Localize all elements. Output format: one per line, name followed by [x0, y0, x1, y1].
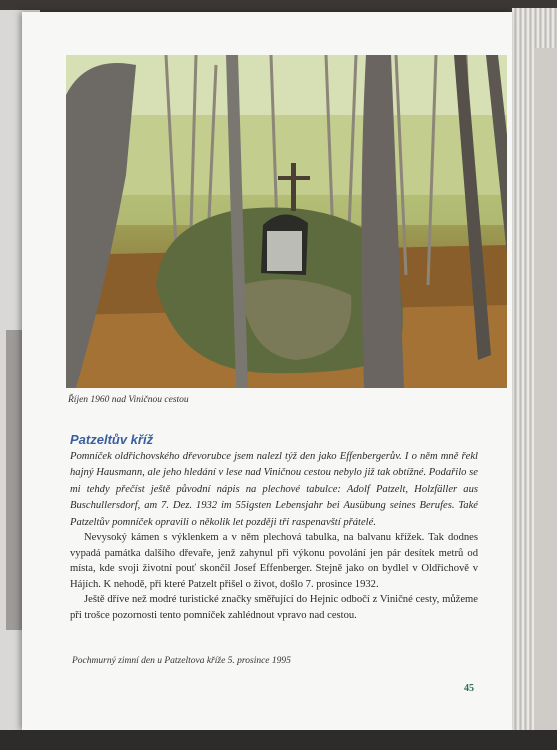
body-paragraph-2: Ještě dříve než modré turistické značky směřující do Hejnic odbočí z Viničné cesty, můžeme při trošce pozornosti tento pomníček zahlédnout vpravo nad cestou. [70, 594, 478, 621]
section-title: Patzeltův kříž [70, 432, 154, 447]
wooden-cross-post [291, 163, 296, 211]
body-paragraph-1: Nevysoký kámen s výklenkem a v něm plechová tabulka, na balvanu křížek. Tak dodnes vypadá památka dalšího dřevaře, jenž zahynul při výkonu povolání jen pár desítek metrů od místa, kde svoji životní pouť skončil Josef Effenberger. Stejně jako on bydlel v Oldřichově v Hájích. K nehodě, při které Patzelt přišel o život, došlo 7. prosince 1932. [70, 532, 478, 590]
bottom-shadow [0, 730, 557, 750]
body-text [70, 530, 478, 624]
page-number: 45 [464, 683, 474, 694]
photo-caption: Říjen 1960 nad Viničnou cestou [68, 395, 189, 405]
wooden-cross-beam [278, 176, 310, 180]
page-stack-edge [512, 8, 557, 740]
intro-paragraph: Pomníček oldřichovského dřevorubce jsem nalezl týž den jako Effenbergerův. I o něm mně řekl hajný Hausmann, ale jeho hledání v lese nad Viničnou cestou nebylo již tak obtížné. Podařilo se mi tehdy přečíst ještě původní nápis na plechové tabulce: Adolf Patzelt, Holzfäller aus Buschullersdorf, am 7. Dez. 1932 im 55igsten Lebensjahr bei Ausübung seines Berufes. Také Patzeltův pomníček opravili o několik let později tři raspenavští přátelé. [70, 451, 478, 528]
top-shadow [0, 0, 557, 12]
forest-photo [66, 55, 507, 388]
metal-plaque [267, 231, 302, 271]
bottom-caption: Pochmurný zimní den u Patzeltova kříže 5. prosince 1995 [72, 656, 291, 666]
outer-page-edge [534, 48, 557, 738]
forest-photo-illustration [66, 55, 507, 388]
